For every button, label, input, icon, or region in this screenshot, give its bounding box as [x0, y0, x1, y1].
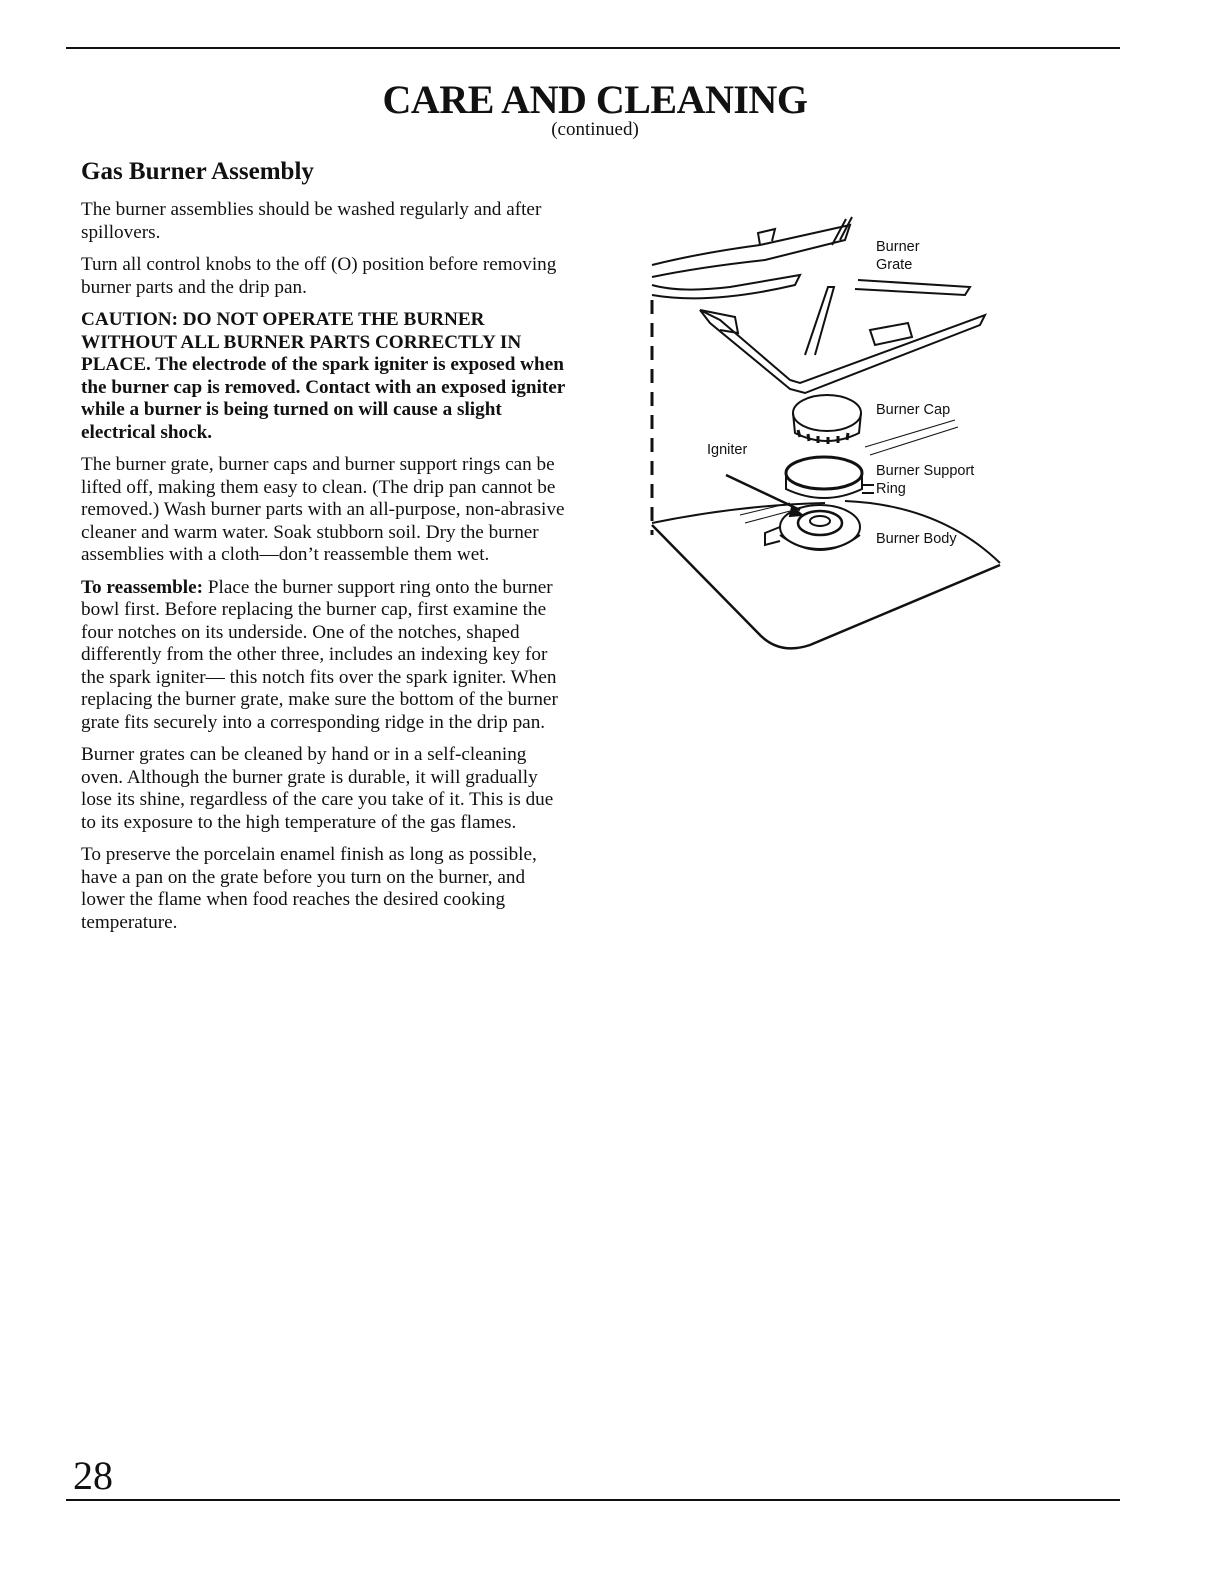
- paragraph-reassemble: [81, 577, 571, 735]
- burner-diagram-svg: [640, 205, 1020, 665]
- bottom-rule: [66, 1499, 1120, 1501]
- label-burner-support-ring: Burner Support Ring: [876, 463, 975, 497]
- burner-support-ring-shape: [786, 457, 862, 498]
- paragraph-grates: Burner grates can be cleaned by hand or in a self-cleaning oven. Although the burner grate is durable, it will gradually lose its shine, regardless of the care you take of it. This is due to its exposure to the high temperature of the gas flames.: [81, 744, 554, 833]
- burner-body-shape: [765, 505, 860, 550]
- paragraph-lift-off: The burner grate, burner caps and burner support rings can be lifted off, making them easy to clean. (The drip pan cannot be removed.) Wash burner parts with an all-purpose, non-abrasive cleaner and warm water. Soak stubborn soil. Dry the burner assemblies with a cloth—don’t reassemble them wet.: [81, 454, 565, 565]
- top-rule: [66, 47, 1120, 49]
- cap-leader-line: [865, 420, 958, 455]
- burner-cap-shape: [793, 395, 861, 444]
- reassemble-lead: To reassemble:: [81, 576, 204, 598]
- reassemble-text: Place the burner support ring onto the burner bowl first. Before replacing the burner cap, first examine the four notches on its underside. One of the notches, shaped differently from the other three, includes an indexing key for the spark igniter— this notch fits over the spark igniter. When replacing the burner grate, make sure the bottom of the burner grate fits securely into a corresponding ridge in the drip pan.: [81, 576, 558, 733]
- ring-leader-ticks: [862, 485, 874, 493]
- caution-paragraph: CAUTION: DO NOT OPERATE THE BURNER WITHOUT ALL BURNER PARTS CORRECTLY IN PLACE. The electrode of the spark igniter is exposed when the burner cap is removed. Contact with an exposed igniter while a burner is being turned on will cause a slight electrical shock.: [81, 309, 565, 443]
- burner-assembly-diagram: [640, 205, 1020, 665]
- paragraph-knobs: Turn all control knobs to the off (O) position before removing burner parts and the drip pan.: [81, 254, 557, 298]
- page-number: 28: [73, 1453, 113, 1498]
- label-burner-cap: Burner Cap: [876, 402, 951, 418]
- page-subtitle: (continued): [551, 119, 639, 140]
- label-burner-body: Burner Body: [876, 531, 957, 547]
- paragraph-wash: The burner assemblies should be washed regularly and after spillovers.: [81, 199, 542, 243]
- body-text: [81, 199, 571, 944]
- page-title: CARE AND CLEANING: [382, 77, 808, 122]
- section-heading: Gas Burner Assembly: [81, 158, 314, 185]
- paragraph-porcelain: To preserve the porcelain enamel finish as long as possible, have a pan on the grate before you turn on the burner, and lower the flame when food reaches the desired cooking temperature.: [81, 844, 537, 933]
- label-igniter: Igniter: [707, 442, 748, 458]
- label-burner-grate: Burner Grate: [876, 239, 920, 273]
